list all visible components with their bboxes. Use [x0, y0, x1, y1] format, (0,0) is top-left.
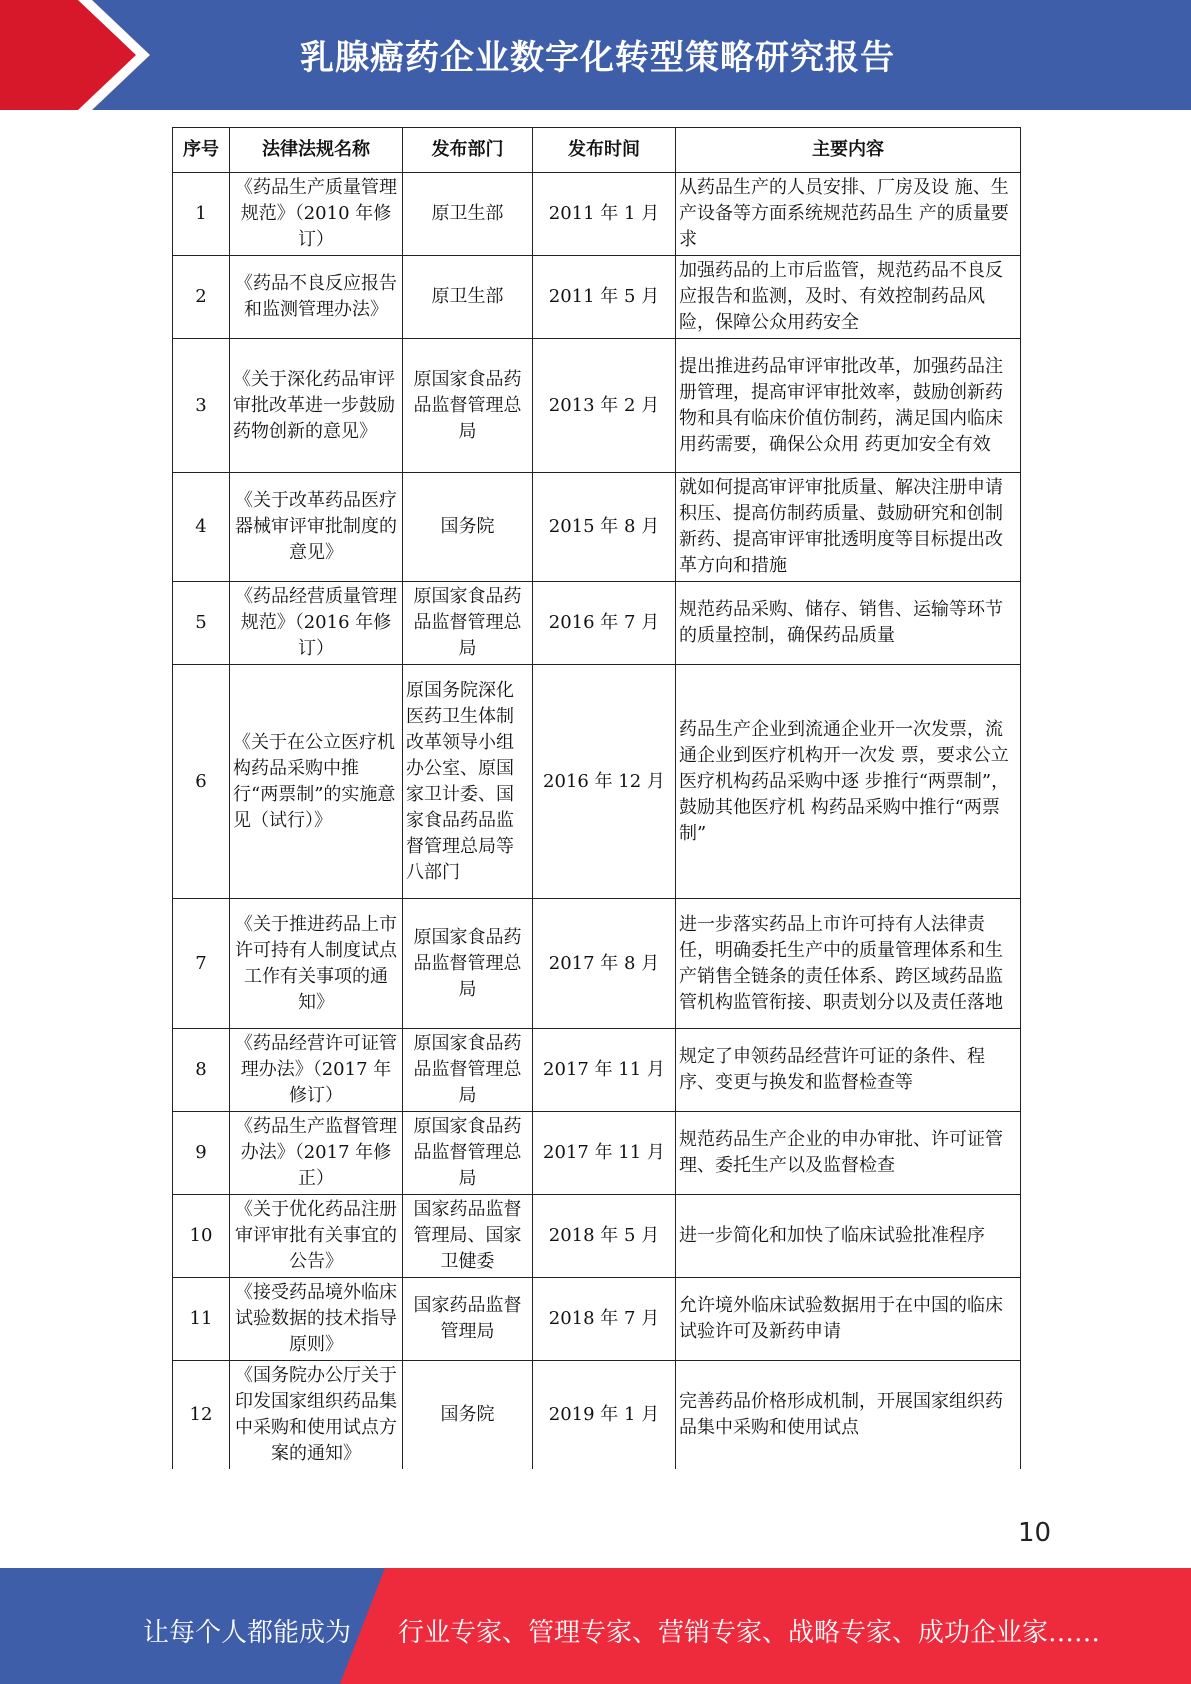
row-date: 2011 年 1 月	[533, 173, 676, 256]
row-date: 2018 年 5 月	[533, 1195, 676, 1278]
table-header-row	[173, 128, 1021, 173]
table-row	[173, 899, 1021, 1029]
column-header-date: 发布时间	[533, 128, 676, 173]
row-department: 原国家食品药品监督管理总局	[403, 1112, 533, 1195]
row-content: 规定了申领药品经营许可证的条件、程序、变更与换发和监督检查等	[676, 1029, 1021, 1112]
column-header-law-name: 法律法规名称	[230, 128, 403, 173]
table-row	[173, 1361, 1021, 1470]
row-index: 7	[173, 899, 230, 1029]
row-content: 允许境外临床试验数据用于在中国的临床试验许可及新药申请	[676, 1278, 1021, 1361]
row-content: 规范药品生产企业的申办审批、许可证管理、委托生产以及监督检查	[676, 1112, 1021, 1195]
row-department: 原国家食品药品监督管理总局	[403, 339, 533, 473]
row-law-name: 《关于深化药品审评审批改革进一步鼓励药物创新的意见》	[230, 339, 403, 473]
row-date: 2016 年 12 月	[533, 665, 676, 899]
row-department: 原卫生部	[403, 256, 533, 339]
row-date: 2017 年 8 月	[533, 899, 676, 1029]
row-department: 原国家食品药品监督管理总局	[403, 899, 533, 1029]
table-row	[173, 256, 1021, 339]
row-law-name: 《药品生产监督管理办法》（2017 年修正）	[230, 1112, 403, 1195]
table-row	[173, 582, 1021, 665]
row-index: 10	[173, 1195, 230, 1278]
row-law-name: 《药品生产质量管理规范》（2010 年修订）	[230, 173, 403, 256]
row-index: 5	[173, 582, 230, 665]
row-department: 国务院	[403, 1361, 533, 1470]
row-date: 2017 年 11 月	[533, 1029, 676, 1112]
row-law-name: 《关于在公立医疗机构药品采购中推行“两票制”的实施意见（试行）》	[230, 665, 403, 899]
table-row	[173, 1029, 1021, 1112]
row-department: 原国务院深化医药卫生体制改革领导小组办公室、原国家卫计委、国家食品药品监督管理总局等八部门	[403, 665, 533, 899]
row-law-name: 《国务院办公厅关于印发国家组织药品集中采购和使用试点方案的通知》	[230, 1361, 403, 1470]
column-header-index: 序号	[173, 128, 230, 173]
table-row	[173, 665, 1021, 899]
row-index: 8	[173, 1029, 230, 1112]
row-law-name: 《药品经营质量管理规范》（2016 年修订）	[230, 582, 403, 665]
row-date: 2011 年 5 月	[533, 256, 676, 339]
row-date: 2018 年 7 月	[533, 1278, 676, 1361]
table-row	[173, 473, 1021, 582]
row-law-name: 《关于改革药品医疗器械审评审批制度的意见》	[230, 473, 403, 582]
row-index: 3	[173, 339, 230, 473]
row-department: 国家药品监督管理局、国家卫健委	[403, 1195, 533, 1278]
row-date: 2016 年 7 月	[533, 582, 676, 665]
table-row	[173, 1112, 1021, 1195]
page-number: 10	[1018, 1518, 1052, 1548]
row-department: 原卫生部	[403, 173, 533, 256]
table-row	[173, 339, 1021, 473]
row-content: 提出推进药品审评审批改革，加强药品注册管理，提高审评审批效率，鼓励创新药物和具有临床价值仿制药，满足国内临床用药需要，确保公众用 药更加安全有效	[676, 339, 1021, 473]
page-header	[0, 0, 1191, 110]
table-row	[173, 1195, 1021, 1278]
row-content: 就如何提高审评审批质量、解决注册申请积压、提高仿制药质量、鼓励研究和创制新药、提高审评审批透明度等目标提出改革方向和措施	[676, 473, 1021, 582]
row-index: 4	[173, 473, 230, 582]
row-index: 6	[173, 665, 230, 899]
row-index: 9	[173, 1112, 230, 1195]
row-department: 国务院	[403, 473, 533, 582]
row-content: 加强药品的上市后监管，规范药品不良反应报告和监测，及时、有效控制药品风险，保障公众用药安全	[676, 256, 1021, 339]
row-content: 从药品生产的人员安排、厂房及设 施、生产设备等方面系统规范药品生 产的质量要求	[676, 173, 1021, 256]
row-index: 11	[173, 1278, 230, 1361]
row-content: 进一步简化和加快了临床试验批准程序	[676, 1195, 1021, 1278]
row-date: 2017 年 11 月	[533, 1112, 676, 1195]
row-law-name: 《关于优化药品注册审评审批有关事宜的公告》	[230, 1195, 403, 1278]
row-law-name: 《关于推进药品上市许可持有人制度试点工作有关事项的通知》	[230, 899, 403, 1029]
row-index: 12	[173, 1361, 230, 1470]
row-content: 规范药品采购、储存、销售、运输等环节的质量控制，确保药品质量	[676, 582, 1021, 665]
row-law-name: 《药品经营许可证管理办法》（2017 年修订）	[230, 1029, 403, 1112]
row-content: 药品生产企业到流通企业开一次发票，流通企业到医疗机构开一次发 票，要求公立医疗机构药品采购中逐 步推行“两票制”，鼓励其他医疗机 构药品采购中推行“两票制”	[676, 665, 1021, 899]
footer-slogan-right: 行业专家、管理专家、营销专家、战略专家、成功企业家……	[398, 1618, 1101, 1648]
row-index: 2	[173, 256, 230, 339]
row-department: 原国家食品药品监督管理总局	[403, 582, 533, 665]
footer-slogan-left: 让每个人都能成为	[143, 1618, 352, 1648]
table-row	[173, 173, 1021, 256]
row-index: 1	[173, 173, 230, 256]
regulations-table	[172, 127, 1021, 1469]
row-law-name: 《接受药品境外临床试验数据的技术指导原则》	[230, 1278, 403, 1361]
row-department: 原国家食品药品监督管理总局	[403, 1029, 533, 1112]
report-title: 乳腺癌药企业数字化转型策略研究报告	[300, 38, 895, 78]
row-date: 2019 年 1 月	[533, 1361, 676, 1470]
page-footer	[0, 1568, 1191, 1684]
row-content: 进一步落实药品上市许可持有人法律责任，明确委托生产中的质量管理体系和生产销售全链条的责任体系、跨区域药品监管机构监管衔接、职责划分以及责任落地	[676, 899, 1021, 1029]
column-header-department: 发布部门	[403, 128, 533, 173]
column-header-content: 主要内容	[676, 128, 1021, 173]
table-row	[173, 1278, 1021, 1361]
row-department: 国家药品监督管理局	[403, 1278, 533, 1361]
row-date: 2015 年 8 月	[533, 473, 676, 582]
row-law-name: 《药品不良反应报告和监测管理办法》	[230, 256, 403, 339]
row-content: 完善药品价格形成机制，开展国家组织药品集中采购和使用试点	[676, 1361, 1021, 1470]
row-date: 2013 年 2 月	[533, 339, 676, 473]
